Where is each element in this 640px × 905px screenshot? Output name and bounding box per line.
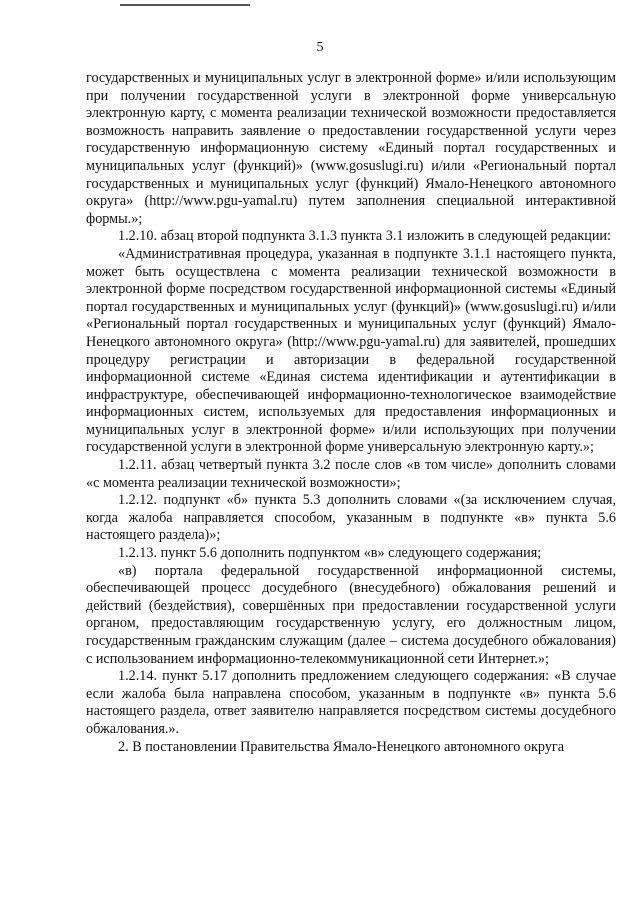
paragraph: 1.2.11. абзац четвертый пункта 3.2 после слов «в том числе» дополнить словами «с момента реализации технической возможности»; <box>86 457 616 491</box>
paragraph: 1.2.12. подпункт «б» пункта 5.3 дополнить словами «(за исключением случая, когда жалоба направляется способом, указанным в подпункте «в» пункта 5.6 настоящего раздела)»; <box>86 492 616 544</box>
paragraph: государственных и муниципальных услуг в электронной форме» и/или использующим при получении государственной услуги в электронной форме универсальную электронную карту, с момента реализации технической возможности предоставляется возможность направить заявление о предоставлении государственной услуги через государственную информационную систему «Единый портал государственных и муниципальных услуг (функций)» (www.gosuslugi.ru) и/или «Региональный портал государственных и муниципальных услуг (функций) Ямало-Ненецкого автономного округа» (http://www.pgu-yamal.ru) путем заполнения специальной интерактивной формы.»; <box>86 70 616 227</box>
paragraph: 1.2.13. пункт 5.6 дополнить подпунктом «в» следующего содержания; <box>118 545 542 562</box>
paragraph: 1.2.10. абзац второй подпункта 3.1.3 пункта 3.1 изложить в следующей редакции: <box>118 228 611 245</box>
paragraph: 2. В постановлении Правительства Ямало-Ненецкого автономного округа <box>118 738 565 755</box>
paragraph: «Административная процедура, указанная в подпункте 3.1.1 настоящего пункта, может быть осуществлена с момента реализации технической возможности в электронной форме посредством государственной информационной системы «Единый портал государственных и муниципальных услуг (функций)» (www.gosuslugi.ru) и/или «Региональный портал государственных и муниципальных услуг (функций) Ямало-Ненецкого автономного округа» (http://www.pgu-yamal.ru) для заявителей, прошедших процедуру регистрации и авторизации в федеральной государственной информационной системе «Единая система идентификации и аутентификации в инфраструктуре, обеспечивающей информационно-технологическое взаимодействие информационных систем, используемых для предоставления информационных и муниципальных услуг в электронной форме» и/или использующих при получении государственной услуги в электронной форме универсальную электронную карту.»; <box>86 245 616 456</box>
page-number: 5 <box>316 40 324 55</box>
document-body <box>86 70 616 756</box>
paragraph: «в) портала федеральной государственной информационной системы, обеспечивающей процесс досудебного (внесудебного) обжалования решений и действий (бездействия), совершённых при предоставлении государственной услуги органом, предоставляющим государственную услугу, его должностным лицом, государственным гражданским служащим (далее – система досудебного обжалования) с использованием информационно-телекоммуникационной сети Интернет.»; <box>86 562 616 667</box>
paragraph: 1.2.14. пункт 5.17 дополнить предложением следующего содержания: «В случае если жалоба была направлена способом, указанным в подпункте «в» пункта 5.6 настоящего раздела, ответ заявителю направляется посредством системы досудебного обжалования.». <box>86 668 616 737</box>
top-rule <box>120 4 250 6</box>
